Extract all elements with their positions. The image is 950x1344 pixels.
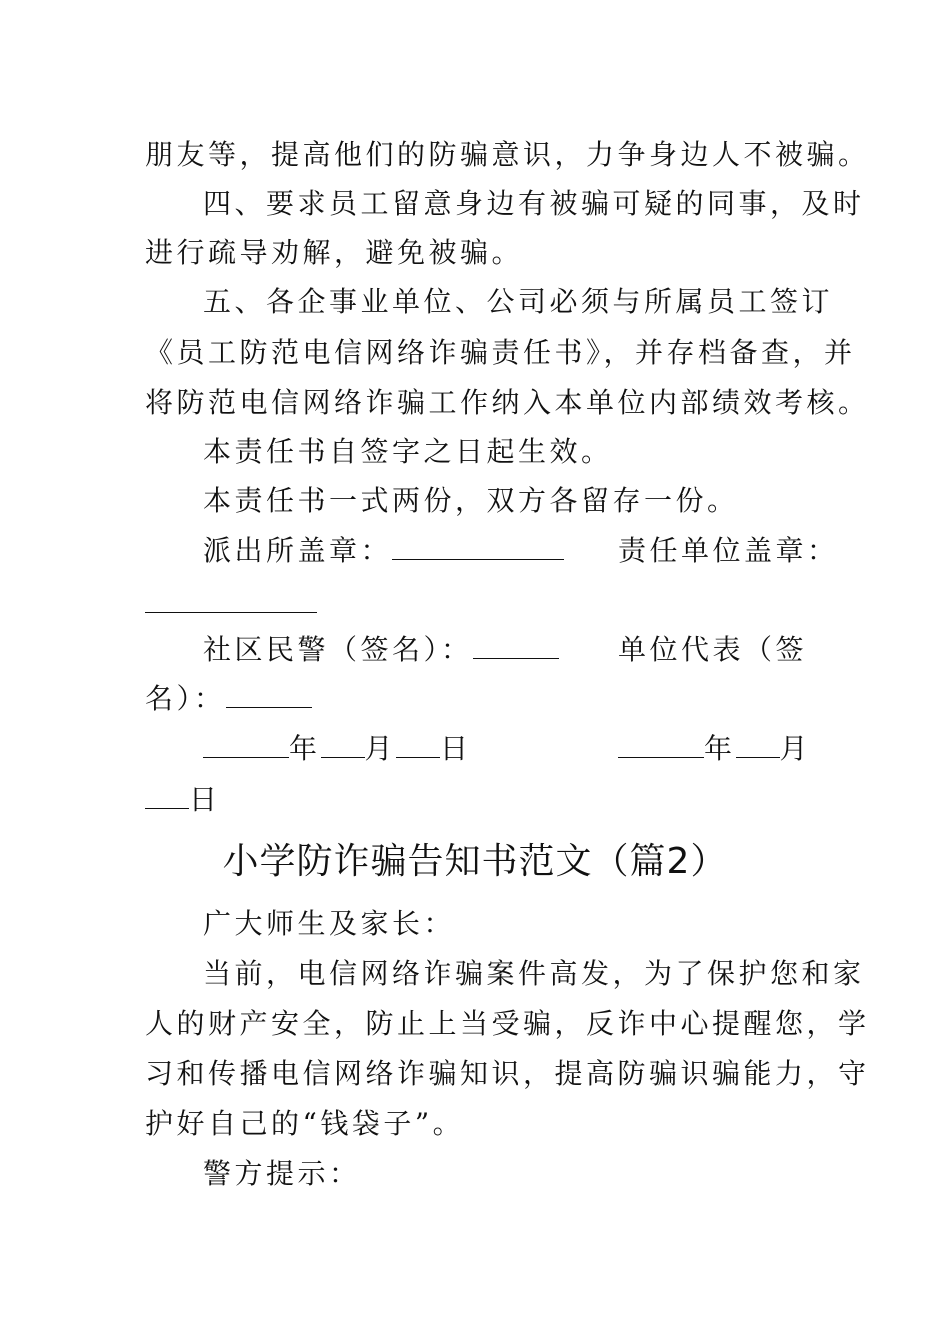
paragraph-line: 习和传播电信网络诈骗知识，提高防骗识骗能力，守	[145, 1057, 870, 1090]
month-blank	[321, 735, 365, 758]
paragraph-line: 本责任书一式两份，双方各留存一份。	[203, 484, 739, 517]
paragraph-line: 进行疏导劝解，避免被骗。	[145, 236, 524, 269]
month-label: 月	[364, 732, 397, 765]
paragraph-line: 本责任书自签字之日起生效。	[203, 435, 613, 468]
year-label: 年	[289, 732, 321, 765]
rep-sign-label: 单位代表（签	[618, 633, 808, 666]
police-seal-label: 派出所盖章：	[203, 534, 393, 567]
day-label: 日	[189, 783, 221, 816]
day-blank	[145, 786, 189, 809]
paragraph-line: 广大师生及家长：	[203, 907, 456, 940]
unit-seal-row	[145, 586, 810, 622]
day-label: 日	[440, 732, 472, 765]
paragraph-line: 当前，电信网络诈骗案件高发，为了保护您和家	[203, 957, 865, 990]
unit-seal-blank	[145, 590, 317, 613]
officer-sign-label: 社区民警（签名）：	[203, 633, 473, 666]
paragraph-line: 护好自己的“钱袋子”。	[145, 1107, 465, 1140]
year-blank	[203, 735, 289, 758]
month-blank	[736, 735, 780, 758]
unit-seal-label: 责任单位盖章：	[618, 534, 839, 567]
paragraph-line: 四、要求员工留意身边有被骗可疑的同事，及时	[203, 187, 865, 220]
year-blank	[618, 735, 704, 758]
month-label: 月	[779, 732, 812, 765]
section-title: 小学防诈骗告知书范文（篇2）	[222, 841, 728, 882]
paragraph-line: 《员工防范电信网络诈骗责任书》，并存档备查，并	[145, 336, 856, 369]
date-row-right-cont	[145, 782, 810, 818]
year-label: 年	[704, 732, 736, 765]
officer-sign-blank	[473, 636, 559, 659]
paragraph-line: 人的财产安全，防止上当受骗，反诈中心提醒您，学	[145, 1007, 870, 1040]
police-seal-blank	[392, 537, 564, 560]
date-row-right	[618, 731, 818, 767]
rep-sign-row	[145, 681, 810, 717]
paragraph-line: 警方提示：	[203, 1157, 361, 1190]
paragraph-line: 朋友等，提高他们的防骗意识，力争身边人不被骗。	[145, 138, 870, 171]
day-blank	[396, 735, 440, 758]
rep-sign-label-cont: 名）：	[145, 682, 226, 715]
rep-sign-blank	[226, 685, 312, 708]
paragraph-line: 五、各企事业单位、公司必须与所属员工签订	[203, 285, 834, 318]
paragraph-line: 将防范电信网络诈骗工作纳入本单位内部绩效考核。	[145, 386, 870, 419]
